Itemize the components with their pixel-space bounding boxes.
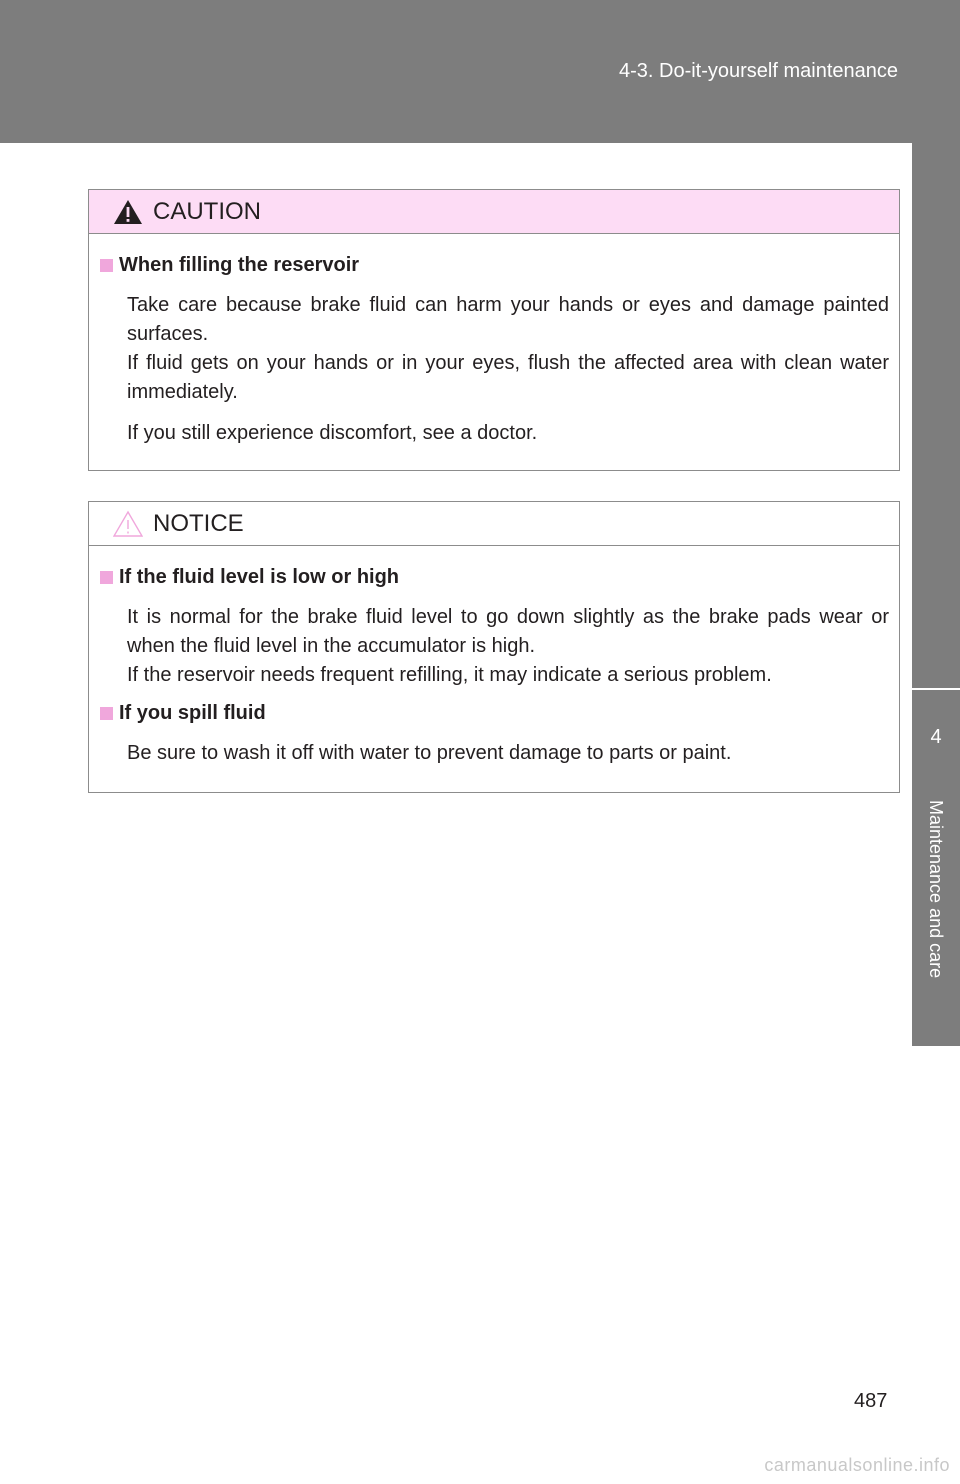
chapter-side-tab bbox=[912, 690, 960, 1046]
chapter-number: 4 bbox=[930, 726, 942, 748]
bullet-square-icon bbox=[100, 707, 113, 720]
item-title bbox=[99, 566, 889, 589]
notice-header bbox=[89, 502, 899, 546]
item-title-text: When filling the reservoir bbox=[119, 254, 360, 276]
bullet-square-icon bbox=[100, 259, 113, 272]
item-title-text: If you spill fluid bbox=[119, 702, 266, 724]
item-title bbox=[99, 702, 889, 725]
caution-box bbox=[88, 189, 900, 471]
side-tab-upper bbox=[912, 143, 960, 688]
caution-label: CAUTION bbox=[153, 197, 261, 225]
notice-label: NOTICE bbox=[153, 509, 244, 537]
header-band bbox=[0, 0, 960, 143]
item-title-text: If the fluid level is low or high bbox=[119, 566, 400, 588]
watermark: carmanualsonline.info bbox=[764, 1455, 950, 1475]
notice-box bbox=[88, 501, 900, 793]
item-title bbox=[99, 254, 889, 277]
bullet-square-icon bbox=[100, 571, 113, 584]
paragraph: If the reservoir needs frequent refilling, it may indicate a serious problem. bbox=[127, 664, 772, 686]
caution-header bbox=[89, 190, 899, 234]
section-title: 4-3. Do-it-yourself maintenance bbox=[618, 60, 898, 82]
paragraph: It is normal for the brake fluid level to go down slightly as the brake pads wear or when the fluid level in the accumulator is high. bbox=[127, 606, 889, 657]
notice-body bbox=[89, 546, 899, 798]
paragraph: If you still experience discomfort, see a doctor. bbox=[127, 422, 538, 444]
paragraph: Be sure to wash it off with water to prevent damage to parts or paint. bbox=[127, 742, 732, 764]
paragraph: If fluid gets on your hands or in your eyes, flush the affected area with clean water immediately. bbox=[127, 352, 889, 403]
chapter-label: Maintenance and care bbox=[926, 800, 946, 979]
paragraph: Take care because brake fluid can harm your hands or eyes and damage painted surfaces. bbox=[127, 294, 889, 345]
caution-body bbox=[89, 234, 899, 478]
notice-triangle-icon bbox=[113, 510, 143, 538]
warning-triangle-icon bbox=[113, 198, 143, 226]
page-number: 487 bbox=[854, 1390, 888, 1412]
